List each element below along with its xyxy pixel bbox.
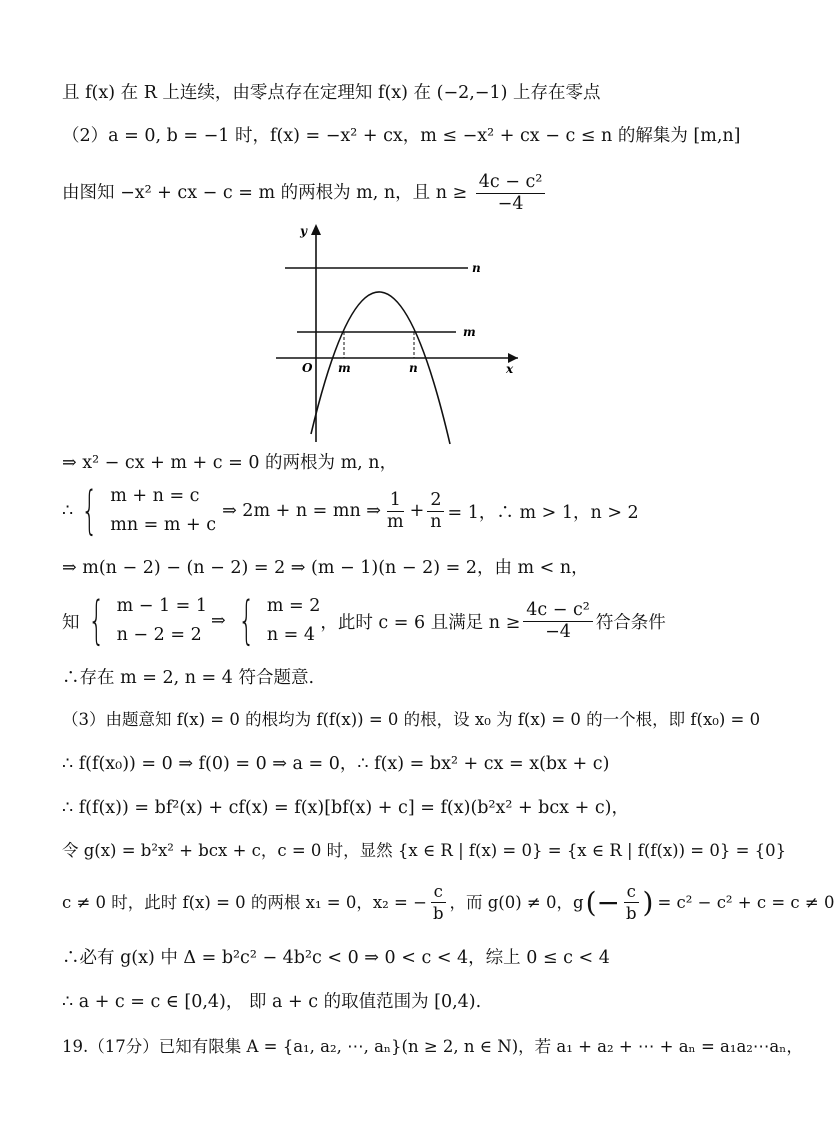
y-axis-arrow bbox=[311, 224, 321, 235]
therefore-symbol: ∴ bbox=[62, 501, 74, 521]
fraction bbox=[427, 490, 444, 533]
fraction-numerator: c bbox=[624, 881, 639, 903]
line-11: ∴ f(f(x)) = bf²(x) + cf(x) = f(x)[bf(x) + c] = f(x)(b²x² + bcx + c)， bbox=[62, 798, 629, 818]
label-m-line: m bbox=[463, 325, 476, 339]
line-3-text: 由图知 −x² + cx − c = m 的两根为 m, n，且 n ≥ bbox=[62, 183, 468, 203]
fraction-numerator: 2 bbox=[427, 490, 444, 512]
line-16: 19.（17分）已知有限集 A = {a₁, a₂, ⋯, aₙ}(n ≥ 2, n ∈ N)，若 a₁ + a₂ + ⋯ + aₙ = a₁a₂⋯aₙ， bbox=[62, 1037, 803, 1056]
line-5 bbox=[62, 482, 639, 540]
equation-row: mn = m + c bbox=[110, 515, 217, 535]
line-7-pre: 知 bbox=[62, 612, 80, 633]
line-13-pre: c ≠ 0 时，此时 f(x) = 0 的两根 x₁ = 0，x₂ = − bbox=[62, 892, 427, 912]
fraction-denominator: m bbox=[386, 511, 404, 532]
fraction-denominator: n bbox=[430, 511, 442, 532]
fraction-numerator: 1 bbox=[387, 490, 404, 512]
tick-m-label: m bbox=[338, 361, 351, 375]
fraction-denominator: −4 bbox=[497, 194, 524, 214]
equation-row: m + n = c bbox=[110, 486, 200, 506]
line-13-post: = c² − c² + c = c ≠ 0 bbox=[657, 892, 834, 912]
axis-x-label: x bbox=[506, 362, 514, 376]
implies-arrow: ⇒ bbox=[211, 611, 226, 631]
origin-label: O bbox=[302, 361, 313, 375]
line-2: （2）a = 0, b = −1 时，f(x) = −x² + cx，m ≤ −x² + cx − c ≤ n 的解集为 [m,n] bbox=[62, 126, 741, 146]
line-7 bbox=[62, 592, 666, 650]
line-8: ∴存在 m = 2, n = 4 符合题意. bbox=[62, 668, 315, 688]
line-9: （3）由题意知 f(x) = 0 的根均为 f(f(x)) = 0 的根，设 x₀ 为 f(x) = 0 的一个根，即 f(x₀) = 0 bbox=[62, 710, 761, 729]
label-n-line: n bbox=[472, 261, 481, 275]
fraction bbox=[523, 600, 593, 643]
fraction bbox=[384, 490, 407, 533]
equation-row: n = 4 bbox=[266, 625, 316, 645]
paren-left: (− bbox=[585, 885, 620, 919]
fraction bbox=[476, 172, 546, 215]
tick-n-label: n bbox=[409, 361, 418, 375]
line-10: ∴ f(f(x₀)) = 0 ⇒ f(0) = 0 ⇒ a = 0，∴ f(x) = bx² + cx = x(bx + c) bbox=[62, 754, 610, 774]
line-4: ⇒ x² − cx + m + c = 0 的两根为 m, n， bbox=[62, 453, 398, 473]
fraction-denominator: b bbox=[625, 904, 637, 923]
plus-sign: + bbox=[409, 501, 425, 521]
fraction-numerator: 4c − c² bbox=[523, 600, 593, 622]
fraction-denominator: −4 bbox=[545, 621, 571, 642]
parabola-curve bbox=[311, 292, 450, 444]
fraction bbox=[623, 881, 640, 924]
line-5-post: = 1，∴ m > 1，n > 2 bbox=[447, 502, 639, 523]
parabola-graph bbox=[0, 220, 800, 450]
line-15: ∴ a + c = c ∈ [0,4)， 即 a + c 的取值范围为 [0,4). bbox=[62, 992, 482, 1012]
equation-system bbox=[267, 592, 321, 650]
line-1: 且 f(x) 在 R 上连续，由零点存在定理知 f(x) 在 (−2,−1) 上存在零点 bbox=[62, 83, 601, 103]
line-7-post: 符合条件 bbox=[595, 612, 666, 633]
paren-right: ) bbox=[642, 885, 654, 919]
left-brace: { bbox=[81, 481, 98, 541]
fraction-denominator: b bbox=[432, 904, 444, 923]
left-brace: { bbox=[87, 591, 105, 651]
fraction bbox=[430, 881, 447, 924]
line-3 bbox=[62, 172, 760, 215]
axis-y-label: y bbox=[300, 224, 307, 238]
line-5-mid: ⇒ 2m + n = mn ⇒ bbox=[222, 501, 381, 521]
line-6: ⇒ m(n − 2) − (n − 2) = 2 ⇒ (m − 1)(n − 2) = 2，由 m < n， bbox=[62, 558, 589, 578]
equation-row: m = 2 bbox=[266, 596, 321, 616]
line-13 bbox=[62, 881, 834, 924]
line-14: ∴必有 g(x) 中 Δ = b²c² − 4b²c < 0 ⇒ 0 < c < 4，综上 0 ≤ c < 4 bbox=[62, 948, 610, 968]
line-13-mid: ，而 g(0) ≠ 0，g bbox=[449, 892, 584, 912]
equation-system bbox=[110, 482, 216, 540]
fraction-numerator: 4c − c² bbox=[476, 172, 546, 194]
line-7-mid: ，此时 c = 6 且满足 n ≥ bbox=[320, 612, 521, 633]
line-12: 令 g(x) = b²x² + bcx + c，c = 0 时，显然 {x ∈ R | f(x) = 0} = {x ∈ R | f(f(x)) = 0} = {0} bbox=[62, 841, 787, 860]
equation-row: m − 1 = 1 bbox=[116, 596, 208, 616]
fraction-numerator: c bbox=[431, 881, 446, 903]
equation-row: n − 2 = 2 bbox=[116, 625, 202, 645]
equation-system bbox=[117, 592, 207, 650]
left-brace: { bbox=[237, 591, 255, 651]
